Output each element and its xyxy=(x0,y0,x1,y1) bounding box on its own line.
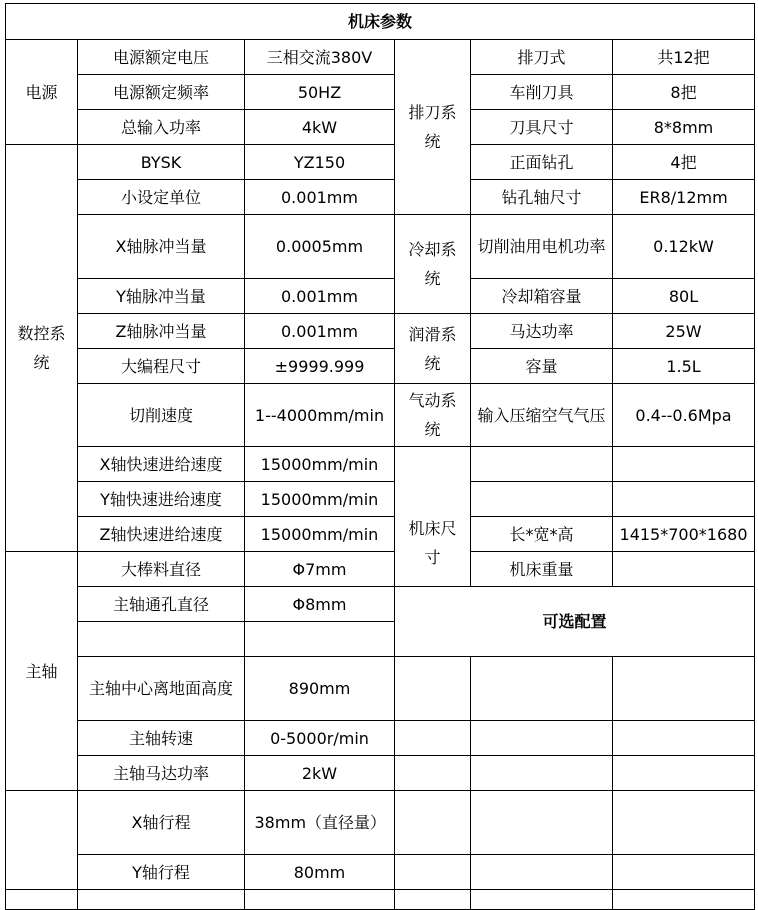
spec-value: Φ8mm xyxy=(245,587,395,622)
category-cnc xyxy=(6,145,78,552)
spec-value: 890mm xyxy=(245,657,395,721)
spec-label: 容量 xyxy=(471,349,613,384)
spec-value: ±9999.999 xyxy=(245,349,395,384)
spec-value: 1--4000mm/min xyxy=(245,384,395,447)
spec-label xyxy=(78,622,245,657)
spec-label: 钻孔轴尺寸 xyxy=(471,180,613,215)
spec-value: 共12把 xyxy=(613,40,755,75)
spec-label: 总输入功率 xyxy=(78,110,245,145)
spec-label: 主轴转速 xyxy=(78,721,245,756)
category-cooling-label: 冷却系统 xyxy=(408,240,457,288)
spec-label: Y轴行程 xyxy=(78,855,245,890)
spec-label: Z轴快速进给速度 xyxy=(78,517,245,552)
spec-label: Y轴快速进给速度 xyxy=(78,482,245,517)
spec-value: Φ7mm xyxy=(245,552,395,587)
empty-cell xyxy=(395,855,471,890)
spec-label: 电源额定电压 xyxy=(78,40,245,75)
category-pneumatic xyxy=(395,384,471,447)
category-spindle: 主轴 xyxy=(6,552,78,791)
spec-value: 三相交流380V xyxy=(245,40,395,75)
category-lube xyxy=(395,314,471,384)
spec-value xyxy=(245,622,395,657)
machine-spec-table xyxy=(5,3,755,910)
spec-value xyxy=(613,482,755,517)
spec-value xyxy=(245,791,395,855)
spec-label: Z轴脉冲当量 xyxy=(78,314,245,349)
spec-value-text: 38mm（直径量） xyxy=(254,813,387,832)
spec-label: BYSK xyxy=(78,145,245,180)
spec-value: 15000mm/min xyxy=(245,517,395,552)
spec-label xyxy=(471,447,613,482)
category-cnc-label: 数控系统 xyxy=(17,324,66,372)
spec-label: 电源额定频率 xyxy=(78,75,245,110)
spec-label: X轴快速进给速度 xyxy=(78,447,245,482)
spec-label: 冷却箱容量 xyxy=(471,279,613,314)
category-power: 电源 xyxy=(6,40,78,145)
empty-cell xyxy=(395,657,471,721)
spec-label: X轴行程 xyxy=(78,791,245,855)
spec-label xyxy=(471,384,613,447)
spec-label: 小设定单位 xyxy=(78,180,245,215)
spec-label: 机床重量 xyxy=(471,552,613,587)
spec-label: 马达功率 xyxy=(471,314,613,349)
category-lube-label: 润滑系统 xyxy=(408,324,457,373)
spec-value: 1.5L xyxy=(613,349,755,384)
empty-cell xyxy=(245,890,395,910)
spec-label: Y轴脉冲当量 xyxy=(78,279,245,314)
spec-value: ER8/12mm xyxy=(613,180,755,215)
spec-value: 0.001mm xyxy=(245,314,395,349)
category-travel xyxy=(6,791,78,890)
empty-cell xyxy=(395,791,471,855)
spec-label-text: 切削油用电机功率 xyxy=(477,237,606,256)
spec-label: 大棒料直径 xyxy=(78,552,245,587)
spec-value xyxy=(613,552,755,587)
spec-value: 0.4--0.6Mpa xyxy=(613,384,755,447)
category-tool-label: 排刀系统 xyxy=(408,103,457,151)
spec-value: 2kW xyxy=(245,756,395,791)
spec-label: 正面钻孔 xyxy=(471,145,613,180)
spec-value: 8把 xyxy=(613,75,755,110)
optional-config-heading: 可选配置 xyxy=(395,587,755,657)
spec-value: 80L xyxy=(613,279,755,314)
spec-value: 15000mm/min xyxy=(245,482,395,517)
empty-cell xyxy=(613,890,755,910)
empty-cell xyxy=(613,791,755,855)
spec-label-text: 输入压缩空气气压 xyxy=(477,405,606,425)
empty-cell xyxy=(395,890,471,910)
spec-label-text: 主轴中心离地面高度 xyxy=(88,679,233,698)
spec-label: 主轴通孔直径 xyxy=(78,587,245,622)
spec-value xyxy=(613,447,755,482)
empty-cell xyxy=(471,791,613,855)
spec-label: 大编程尺寸 xyxy=(78,349,245,384)
category-size-label: 机床尺寸 xyxy=(408,519,457,567)
category-cooling xyxy=(395,215,471,314)
spec-value: 15000mm/min xyxy=(245,447,395,482)
spec-label xyxy=(78,657,245,721)
spec-value: 50HZ xyxy=(245,75,395,110)
spec-label: 刀具尺寸 xyxy=(471,110,613,145)
spec-value: 4把 xyxy=(613,145,755,180)
spec-label: 切削速度 xyxy=(78,384,245,447)
spec-value: 25W xyxy=(613,314,755,349)
spec-value: 8*8mm xyxy=(613,110,755,145)
empty-cell xyxy=(6,890,78,910)
empty-cell xyxy=(471,657,613,721)
empty-cell xyxy=(471,855,613,890)
empty-cell xyxy=(613,657,755,721)
spec-value: 0.001mm xyxy=(245,279,395,314)
category-tool xyxy=(395,40,471,215)
spec-value: 0.0005mm xyxy=(245,215,395,279)
empty-cell xyxy=(471,890,613,910)
spec-value: 0.001mm xyxy=(245,180,395,215)
spec-value: YZ150 xyxy=(245,145,395,180)
spec-value: 1415*700*1680 xyxy=(613,517,755,552)
spec-value: 4kW xyxy=(245,110,395,145)
spec-label: 主轴马达功率 xyxy=(78,756,245,791)
table-title: 机床参数 xyxy=(6,4,755,40)
empty-cell xyxy=(613,756,755,791)
empty-cell xyxy=(471,721,613,756)
empty-cell xyxy=(395,721,471,756)
spec-label: X轴脉冲当量 xyxy=(78,215,245,279)
empty-cell xyxy=(471,756,613,791)
spec-value: 80mm xyxy=(245,855,395,890)
category-pneumatic-label: 气动系统 xyxy=(408,391,457,439)
empty-cell xyxy=(613,855,755,890)
spec-value: 0-5000r/min xyxy=(245,721,395,756)
spec-label xyxy=(471,215,613,279)
spec-value: 0.12kW xyxy=(613,215,755,279)
spec-label: 长*宽*高 xyxy=(471,517,613,552)
spec-label: 排刀式 xyxy=(471,40,613,75)
empty-cell xyxy=(78,890,245,910)
spec-label: 车削刀具 xyxy=(471,75,613,110)
category-size xyxy=(395,447,471,587)
empty-cell xyxy=(395,756,471,791)
empty-cell xyxy=(613,721,755,756)
spec-label xyxy=(471,482,613,517)
